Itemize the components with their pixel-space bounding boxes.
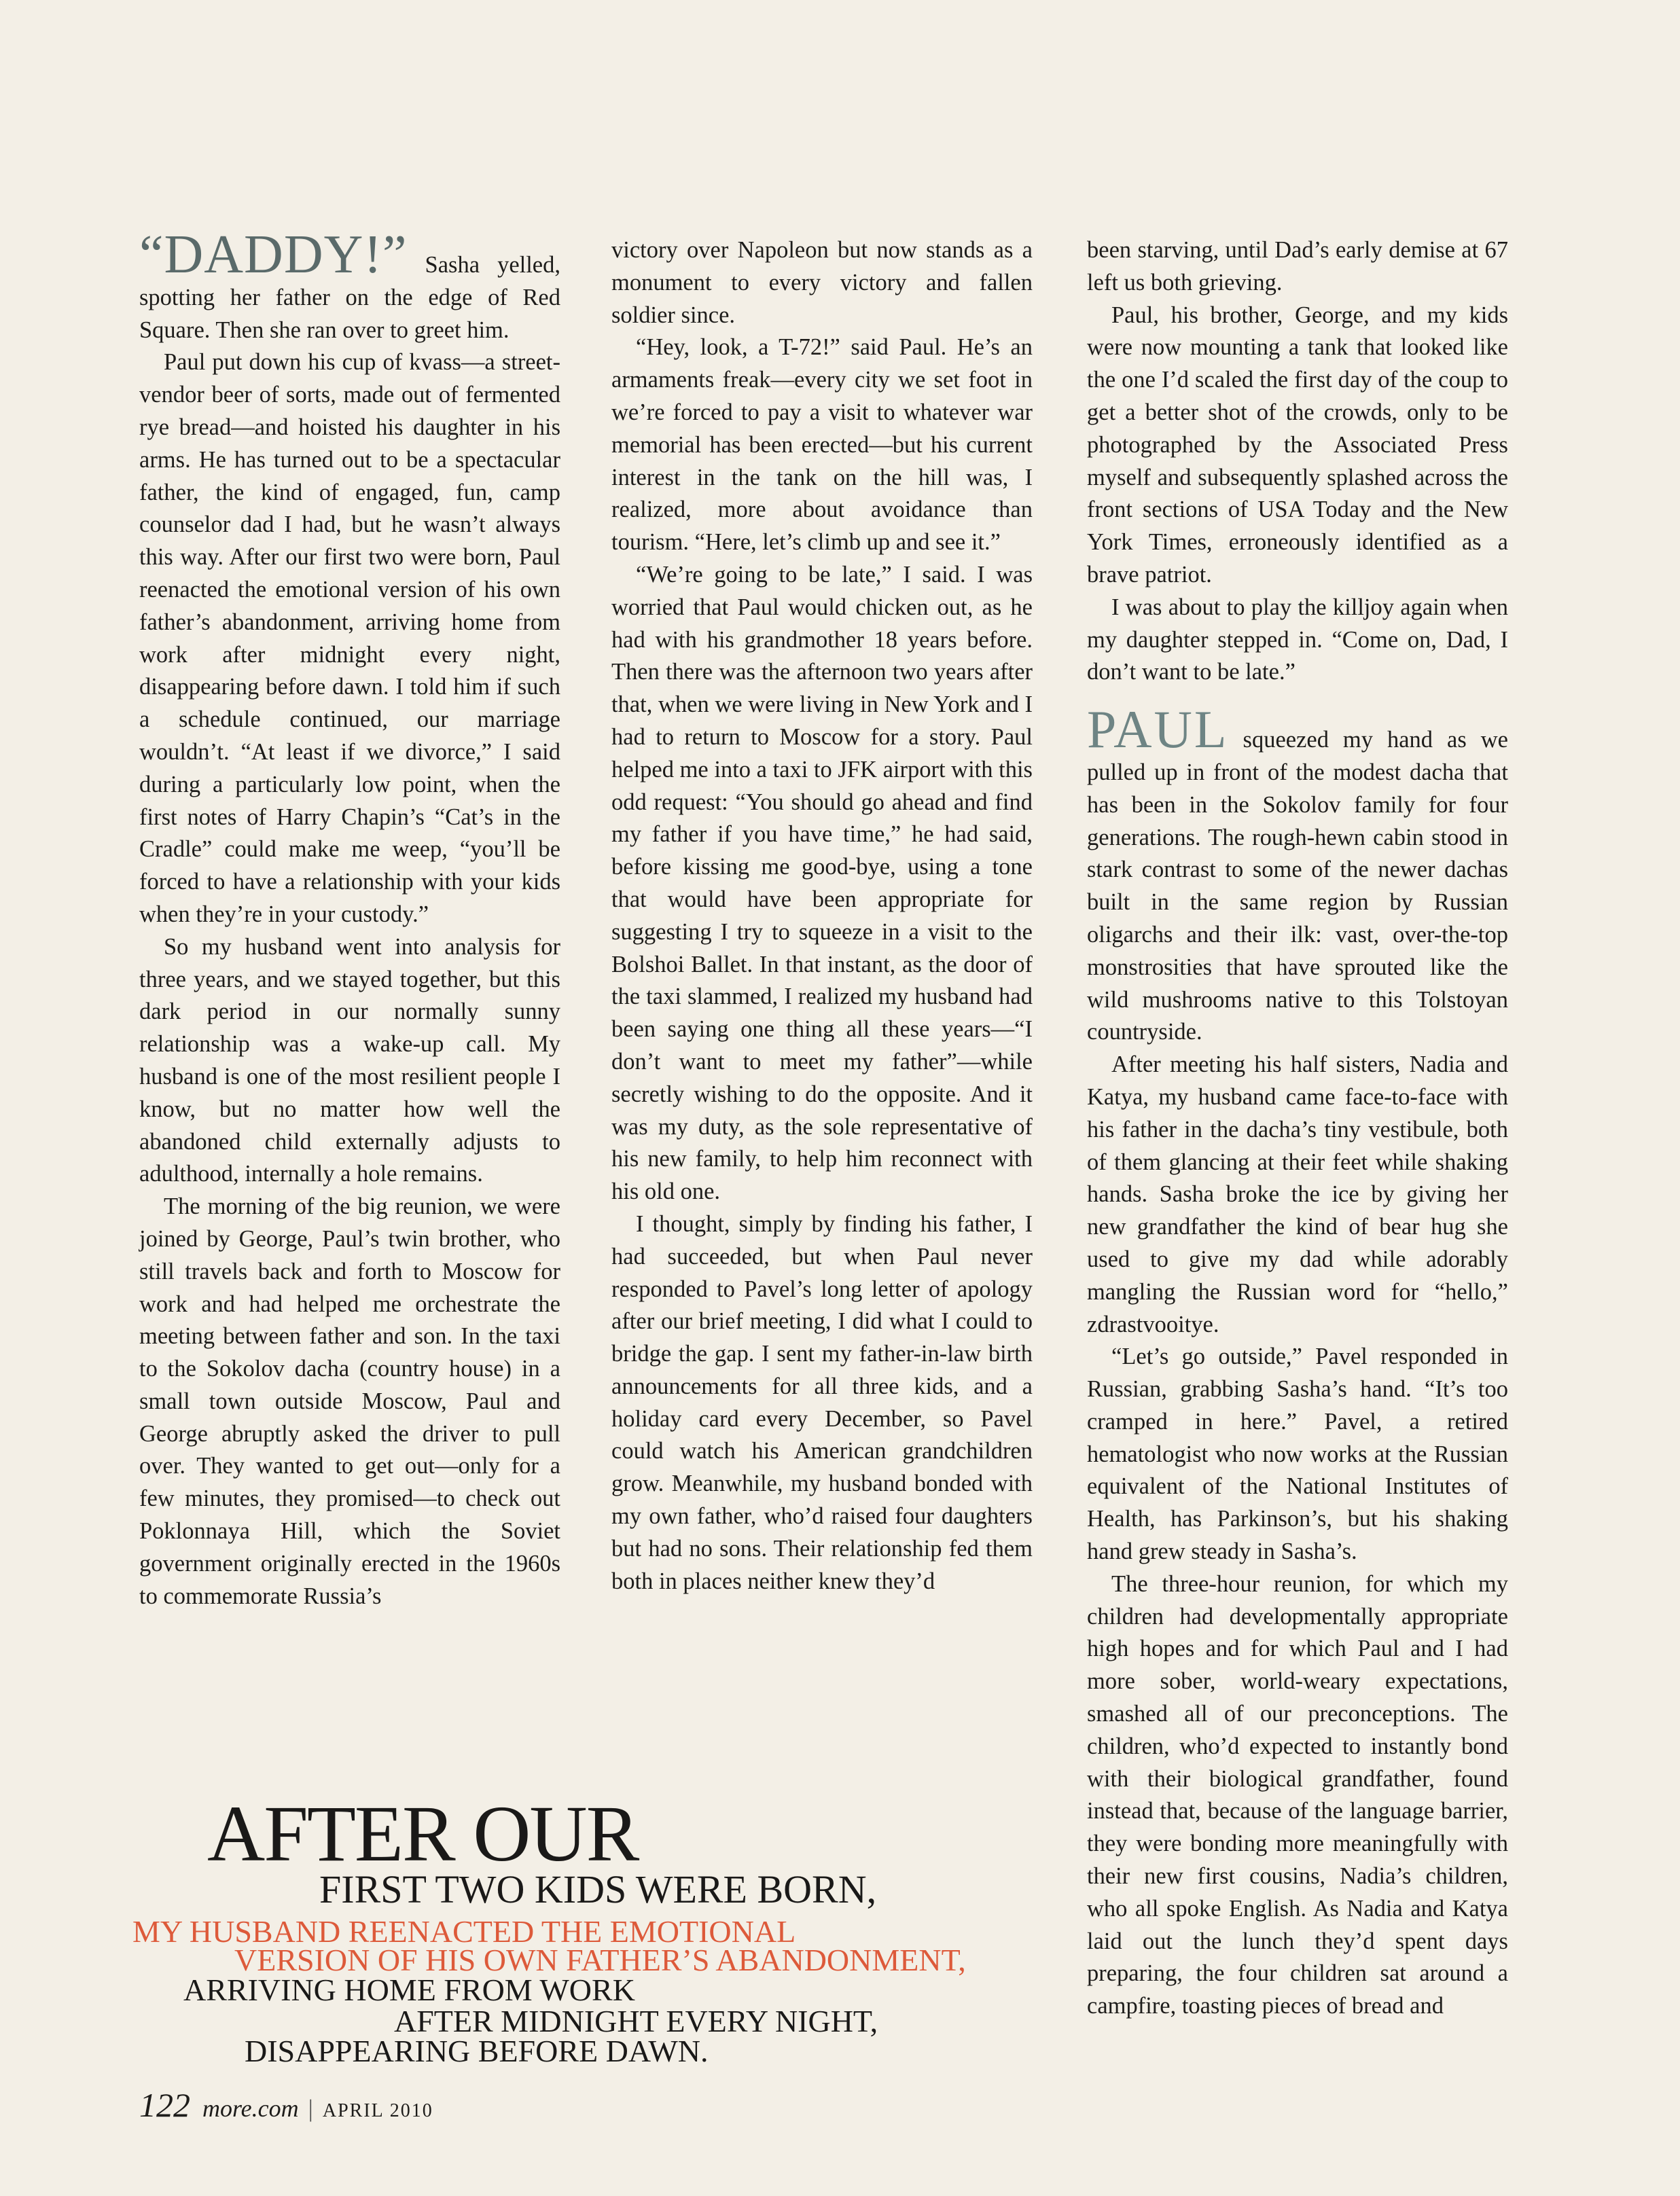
site-name: more.com (202, 2095, 299, 2122)
paragraph: “Hey, look, a T-72!” said Paul. He’s an armaments freak—every city we set foot in we’re forced to pay a visit to whatever war memorial has been erected—but his current interest in the tank on the hill was, I realized, more about avoidance than tourism. “Here, let’s climb up and see it.” (611, 334, 1033, 556)
pull-quote-line: AFTER MIDNIGHT EVERY NIGHT, (394, 2004, 878, 2038)
pull-quote-line: ARRIVING HOME FROM WORK (183, 1973, 635, 2007)
paragraph: So my husband went into analysis for three years, and we stayed together, but this dark period in our normally sunny relationship was a wake-up call. My husband is one of the most resilient people I know, but no matter how well the abandoned child externally adjusts to adulthood, internally a hole remains. (139, 933, 560, 1187)
text-column-3 (1087, 234, 1508, 2023)
text-column-1 (139, 225, 560, 1613)
pull-quote-line: FIRST TWO KIDS WERE BORN, (319, 1867, 877, 1911)
paragraph: The three-hour reunion, for which my children had developmentally appropriate high hopes and for which Paul and I had more sober, world-weary expectations, smashed all of our preconceptions. The children, who’d expected to instantly bond with their biological grandfather, found instead that, because of the language barrier, they were bonding more meaningfully with their new first cousins, Nadia’s children, who all spoke English. As Nadia and Katya laid out the lunch they’d spent days preparing, the four children sat around a campfire, toasting pieces of bread and (1087, 1570, 1508, 2019)
text-column-2 (611, 234, 1033, 1598)
drop-cap: PAUL (1087, 700, 1229, 759)
issue-date: APRIL 2010 (322, 2100, 433, 2121)
paragraph: PAUL squeezed my hand as we pulled up in front of the modest dacha that has been in the Sokolov family for four generations. The rough-hewn cabin stood in stark contrast to some of the newer dachas built in the same region by Russian oligarchs and their ilk: vast, over-the-top monstrosities that have sprouted like the wild mushrooms native to this Tolstoyan countryside. (1087, 700, 1508, 1045)
pull-quote-line: VERSION OF HIS OWN FATHER’S ABANDONMENT, (234, 1943, 966, 1977)
drop-cap: “DADDY!” (139, 225, 408, 285)
paragraph: victory over Napoleon but now stands as a monument to every victory and fallen soldier since. (611, 237, 1033, 328)
paragraph: “Let’s go outside,” Pavel responded in Russian, grabbing Sasha’s hand. “It’s too cramped in here.” Pavel, a retired hematologist who now works at the Russian equivalent of the National Institutes of Health, has Parkinson’s, but his shaking hand grew steady in Sasha’s. (1087, 1344, 1508, 1565)
pull-quote-line: DISAPPEARING BEFORE DAWN. (245, 2034, 709, 2068)
paragraph: been starving, until Dad’s early demise at 67 left us both grieving. (1087, 237, 1508, 295)
paragraph: I was about to play the killjoy again when my daughter stepped in. “Come on, Dad, I don’t want to be late.” (1087, 594, 1508, 685)
page-number: 122 (139, 2086, 190, 2124)
paragraph: Paul, his brother, George, and my kids were now mounting a tank that looked like the one I’d scaled the first day of the coup to get a better shot of the crowds, only to be photographed by the Associated Press myself and subsequently splashed across the front sections of USA Today and the New York Times, erroneously identified as a brave patriot. (1087, 302, 1508, 588)
paragraph: The morning of the big reunion, we were joined by George, Paul’s twin brother, who still travels back and forth to Moscow for work and had helped me orchestrate the meeting between father and son. In the taxi to the Sokolov dacha (country house) in a small town outside Moscow, Paul and George abruptly asked the driver to pull over. They wanted to get out—only for a few minutes, they promised—to check out Poklonnaya Hill, which the Soviet government originally erected in the 1960s to commemorate Russia’s (139, 1193, 560, 1609)
paragraph: I thought, simply by finding his father, I had succeeded, but when Paul never responded to Pavel’s long letter of apology after our brief meeting, I did what I could to bridge the gap. I sent my father-in-law birth announcements for all three kids, and a holiday card every December, so Pavel could watch his American grandchildren grow. Meanwhile, my husband bonded with my own father, who’d raised four daughters but had no sons. Their relationship fed them both in places neither knew they’d (611, 1210, 1033, 1594)
pull-quote-line: AFTER OUR (207, 1789, 639, 1878)
page-footer (139, 2085, 433, 2125)
paragraph: “We’re going to be late,” I said. I was worried that Paul would chicken out, as he had with his grandmother 18 years before. Then there was the afternoon two years after that, when we were living in New York and I had to return to Moscow for a story. Paul helped me into a taxi to JFK airport with this odd request: “You should go ahead and find my father if you have time,” he had said, before kissing me good-bye, using a tone that would have been appropriate for suggesting I try to squeeze in a visit to the Bolshoi Ballet. In that instant, as the door of the taxi slammed, I realized my husband had been saying one thing all these years—“I don’t want to meet my father”—while secretly wishing to do the opposite. And it was my duty, as the sole representative of his new family, to help him reconnect with his old one. (611, 561, 1033, 1205)
paragraph: After meeting his half sisters, Nadia and Katya, my husband came face-to-face with his father in the dacha’s tiny vestibule, both of them glancing at their feet while shaking hands. Sasha broke the ice by giving her new grandfather the kind of bear hug she used to give my dad while adorably mangling the Russian word for “hello,” zdrastvooitye. (1087, 1051, 1508, 1337)
footer-divider: | (308, 2095, 313, 2122)
pull-quote-line: MY HUSBAND REENACTED THE EMOTIONAL (132, 1914, 796, 1949)
paragraph: Paul put down his cup of kvass—a street-vendor beer of sorts, made out of fermented rye bread—and hoisted his daughter in his arms. He has turned out to be a spectacular father, the kind of engaged, fun, camp counselor dad I had, but he wasn’t always this way. After our first two were born, Paul reenacted the emotional version of his own father’s abandonment, arriving home from work after midnight every night, disappearing before dawn. I told him if such a schedule continued, our marriage wouldn’t. “At least if we divorce,” I said during a particularly low point, when the first notes of Harry Chapin’s “Cat’s in the Cradle” could make me weep, “you’ll be forced to have a relationship with your kids when they’re in your custody.” (139, 349, 560, 927)
paragraph: “DADDY!” Sasha yelled, spotting her father on the edge of Red Square. Then she ran over to greet him. (139, 225, 560, 343)
